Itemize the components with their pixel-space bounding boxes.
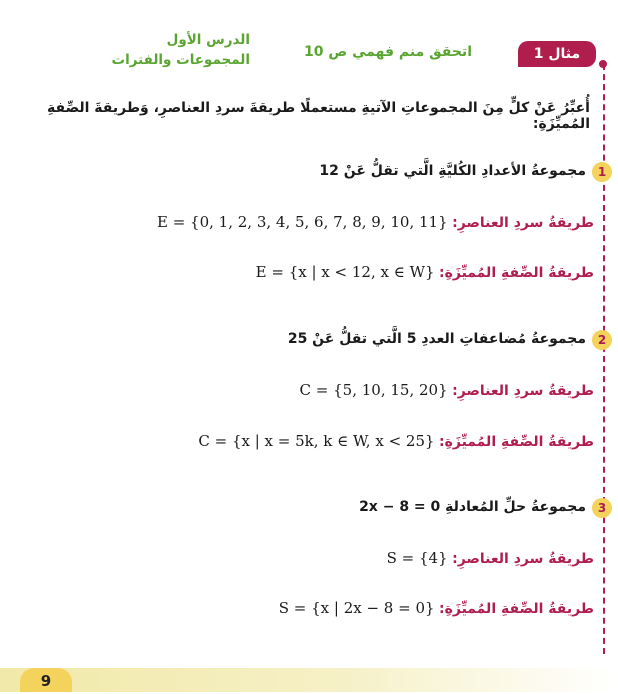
instructions: أُعبِّرُ عَنْ كلٍّ مِنَ المجموعاتِ الآتيةِ مستعملًا طريقةَ سردِ العناصرِ، وَطريقةَ الصِّفةِ المُميِّزَةِ: bbox=[47, 100, 590, 132]
roster-label: طريقةُ سردِ العناصرِ: bbox=[452, 215, 594, 231]
page-number: 9 bbox=[20, 668, 72, 692]
builder-line bbox=[74, 263, 594, 281]
roster-set: S = {4} bbox=[386, 549, 448, 567]
builder-label: طريقةُ الصِّفةِ المُميِّزَةِ: bbox=[439, 265, 594, 281]
lesson-heading bbox=[100, 30, 250, 70]
builder-line bbox=[74, 599, 594, 617]
item-number-badge: 2 bbox=[592, 330, 612, 350]
roster-label: طريقةُ سردِ العناصرِ: bbox=[452, 551, 594, 567]
roster-set: C = {5, 10, 15, 20} bbox=[299, 381, 448, 399]
roster-line bbox=[74, 381, 594, 399]
roster-label: طريقةُ سردِ العناصرِ: bbox=[452, 383, 594, 399]
lesson-number: الدرس الأول bbox=[166, 32, 250, 48]
builder-label: طريقةُ الصِّفةِ المُميِّزَةِ: bbox=[439, 434, 594, 450]
builder-set: E = {x | x < 12, x ∈ W} bbox=[255, 263, 435, 281]
item-title: مجموعةُ حلِّ المُعادلةِ 2x − 8 = 0 bbox=[359, 499, 586, 515]
footer-band bbox=[0, 668, 618, 692]
item-title: مجموعةُ الأعدادِ الكُليَّةِ الَّتي تقلُّ عَنْ 12 bbox=[319, 163, 586, 179]
margin-rule bbox=[603, 64, 605, 654]
roster-set: E = {0, 1, 2, 3, 4, 5, 6, 7, 8, 9, 10, 11} bbox=[156, 213, 448, 231]
builder-line bbox=[74, 432, 594, 450]
roster-line bbox=[74, 213, 594, 231]
item-number-badge: 1 bbox=[592, 162, 612, 182]
builder-label: طريقةُ الصِّفةِ المُميِّزَةِ: bbox=[439, 601, 594, 617]
item-title: مجموعةُ مُضاعفاتِ العددِ 5 الَّتي تقلُّ عَنْ 25 bbox=[287, 331, 586, 347]
builder-set: C = {x | x = 5k, k ∈ W, x < 25} bbox=[198, 432, 435, 450]
check-understanding-note: اتحقق منم فهمي ص 10 bbox=[304, 44, 472, 60]
builder-set: S = {x | 2x − 8 = 0} bbox=[278, 599, 435, 617]
item-number-badge: 3 bbox=[592, 498, 612, 518]
example-badge: مثال 1 bbox=[518, 41, 596, 67]
roster-line bbox=[74, 549, 594, 567]
lesson-title: المجموعات والفترات bbox=[111, 52, 250, 68]
